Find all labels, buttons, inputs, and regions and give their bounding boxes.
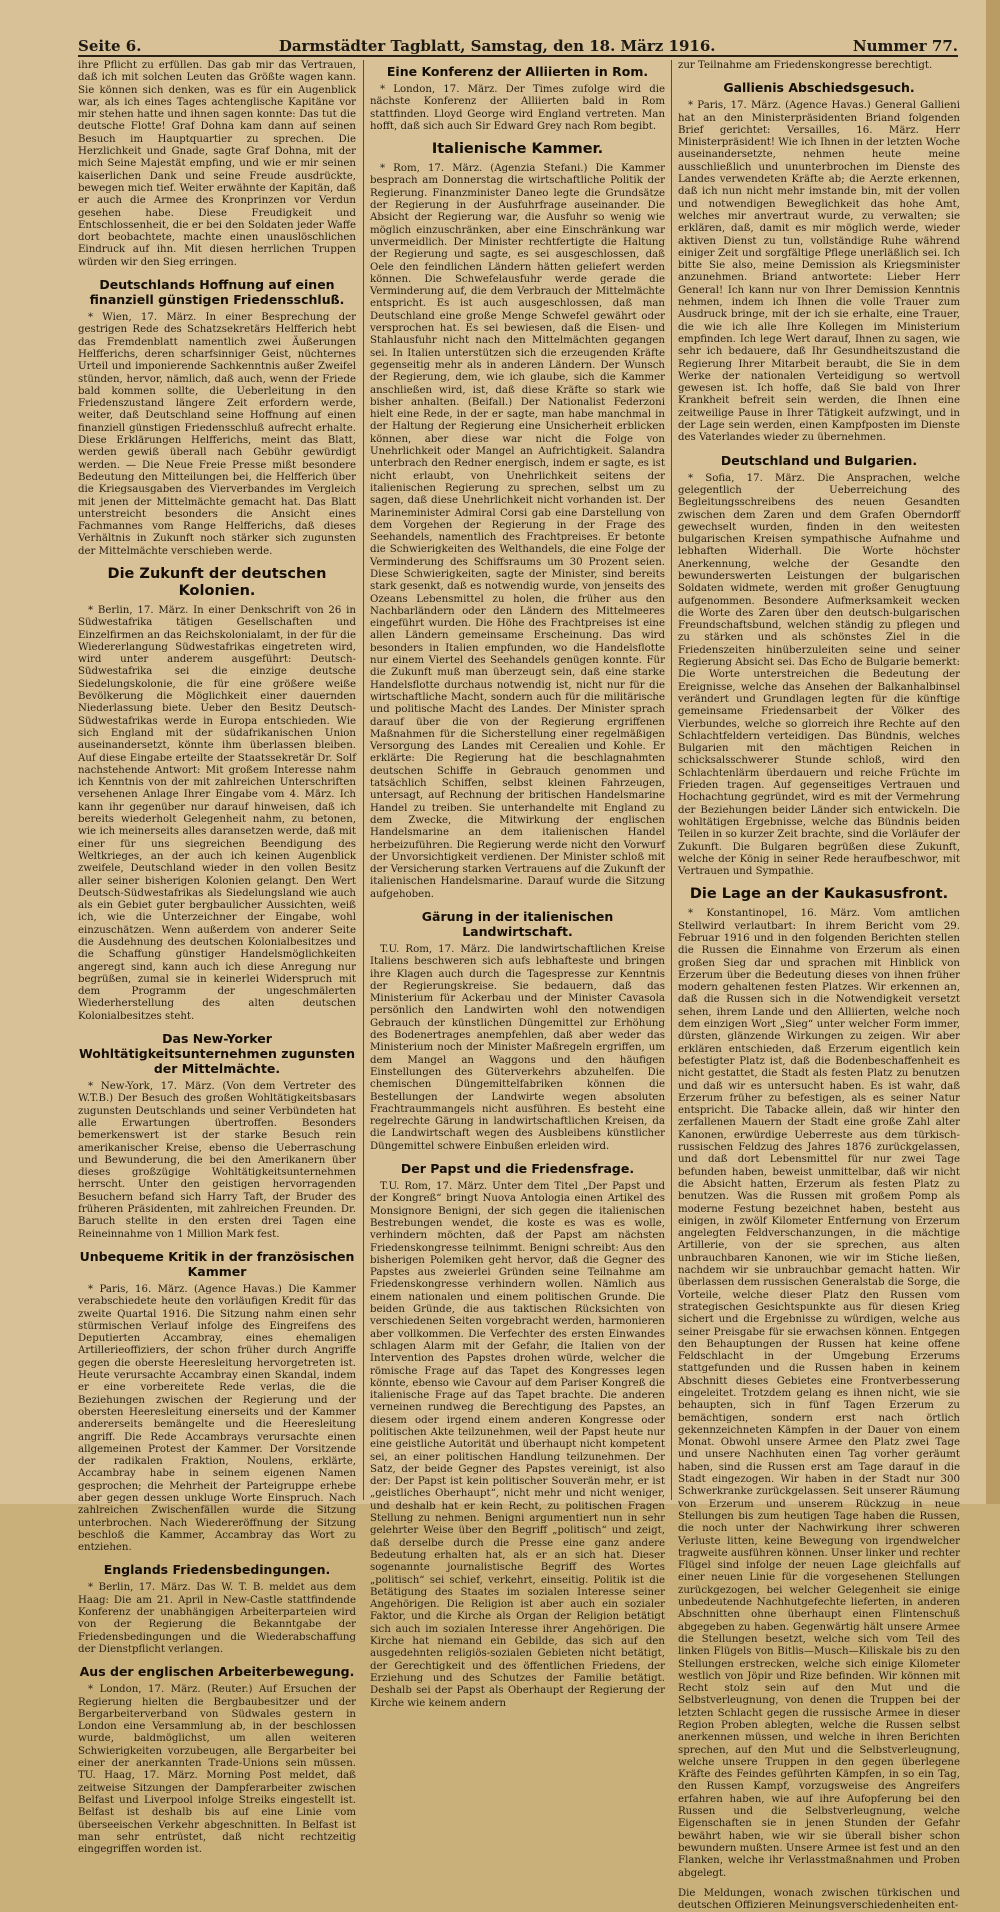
masthead-dateline: Darmstädter Tagblatt, Samstag, den 18. März 1916. — [278, 37, 716, 55]
article-body: * Sofia, 17. März. Die Ansprachen, welche gelegentlich der Ueberreichung des Begleitungsschreibens des neuen Gesandten zwischen dem Zaren und dem Grafen Oberndorff gewechselt wurden, finden in den weitesten bulgarischen Kreisen sympathische Aufnahme und lebhaften Widerhall. Die Worte höchster Anerkennung, welche der Gesandte den bewunderswerten Leistungen der bulgarischen Soldaten widmete, werden mit großer Genugtuung aufgenommen. Besondere Aufmerksamkeit wecken die Worte des Zaren über den deutsch-bulgarischen Freundschaftsbund, welchen ständig zu pflegen und zu stärken und als schönstes Ziel in die Friedenszeiten hinüberzuleiten seine und seiner Regierung Absicht sei. Das Echo de Bulgarie bemerkt: Die Worte unterstreichen die Bedeutung der Ereignisse, welche das Ansehen der Balkanhalbinsel verändert und Grundlagen legten für die künftige gemeinsame Friedensarbeit der Völker des Vierbundes, welche so glorreich ihre Rechte auf den Schlachtfeldern verteidigen. Das Bündnis, welches Bulgarien mit den mächtigen Reichen in schicksalsschwerer Stunde schloß, wird den Schlachtenlärm überdauern und reiche Früchte im Frieden tragen. Auf gegenseitiges Vertrauen und Hochachtung gegründet, wird es mit der Vermehrung der Beziehungen beider Länder sich entwickeln. Die wohltätigen Ergebnisse, welche das Bündnis beiden Teilen in so kurzer Zeit brachte, sind die Vorläufer der Zukunft. Die Bulgaren begrüßen diese Zukunft, welche der König in seiner Rede heraufbeschwor, mit Vertrauen und Sympathie. — [678, 472, 960, 878]
article — [370, 141, 665, 901]
article-body: * London, 17. März. Der Times zufolge wird die nächste Konferenz der Alliierten bald in Rom stattfinden. Lloyd George wird England vertreten. Man hofft, daß sich auch Sir Edward Grey nach Rom begibt. — [370, 84, 665, 132]
article-body: * New-York, 17. März. (Von dem Vertreter des W.T.B.) Der Besuch des großen Wohltätigkeitsbasars zugunsten Deutschlands und seiner Verbündeten hat alle Erwartungen übertroffen. Besonders bemerkenswert ist der starke Besuch rein amerikanischer Kreise, ebenso die Ueberraschung und Bewunderung, die bei den Amerikanern über dieses großzügige Wohltätigkeitsunternehmen herrscht. Unter den geistigen hervorragenden Besuchern befand sich Harry Taft, der Bruder des früheren Präsidenten, mit zahlreichen Freunden. Dr. Baruch stellte in den ersten drei Tagen eine Reineinnahme von 1 Million Mark fest. — [78, 1081, 356, 1240]
article — [78, 1664, 356, 1856]
article-headline: Eine Konferenz der Alliierten in Rom. — [386, 64, 649, 79]
article-body: * Paris, 16. März. (Agence Havas.) Die Kammer verabschiedete heute den vorläufigen Kredit für das zweite Quartal 1916. Die Sitzung nahm einen sehr stürmischen Verlauf infolge des Eingreifens des Deputierten Accambray, eines ehemaligen Artillerieoffiziers, der schon früher durch Angriffe gegen die oberste Heeresleitung hervorgetreten ist. Heute verursachte Accambray einen Skandal, indem er eine vorbereitete Rede verlas, die die Beziehungen zwischen der Regierung und der obersten Heeresleitung einerseits und der Kammer andererseits bemängelte und die Heeresleitung angriff. Die Rede Accambrays verursachte einen allgemeinen Protest der Kammer. Der Vorsitzende der radikalen Fraktion, Noulens, erklärte, Accambray habe in seinem eigenen Namen gesprochen; die Mehrheit der Parteigruppe erhebe aber gegen dessen unkluge Worte Einspruch. Nach zahlreichen Zwischenfällen wurde die Sitzung unterbrochen. Nach Wiedereröffnung der Sitzung beschloß die Kammer, Accambray das Wort zu entziehen. — [78, 1283, 356, 1554]
article-headline: Gallienis Abschiedsgesuch. — [723, 80, 915, 96]
article-body: T.U. Rom, 17. März. Die landwirtschaftlichen Kreise Italiens beschweren sich aufs lebhafteste und bringen ihre Klagen auch durch die Tagespresse zur Kenntnis der Regierungskreise. Sie bedauern, daß das Ministerium für Ackerbau und der Minister Cavasola persönlich den Landwirten wohl den notwendigen Gebrauch der künstlichen Düngemittel zur Erhöhung des Bodenertrages anempfehlen, daß aber weder das Ministerium noch der Minister Maßregeln ergriffen, um dem Mangel an Waggons und den häufigen Einstellungen des Güterverkehrs abzuhelfen. Die chemischen Düngemittelfabriken können die Bestellungen der Landwirte wegen absoluten Frachtraummangels nicht ausführen. Es besteht eine regelrechte Gärung in landwirtschaftlichen Kreisen, da die Landwirtschaft wegen des Ausbleibens künstlicher Düngemittel schwere Einbußen erleiden wird. — [370, 944, 665, 1152]
article — [78, 566, 356, 1023]
article — [370, 64, 665, 133]
article-body: * Paris, 17. März. (Agence Havas.) General Gallieni hat an den Ministerpräsidenten Briand folgenden Brief gerichtet: Versailles, 16. März. Herr Ministerpräsident! Wie ich Ihnen in der letzten Woche auseinandersetzte, nehmen heute meine ausschließlich und ununterbrochen im Dienste des Landes verwendeten Kräfte ab; die Aerzte erkennen, daß ich nun nicht mehr imstande bin, mit der vollen und notwendigen Beweglichkeit das hohe Amt, welches mir anvertraut wurde, zu verwalten; sie erklären, daß, damit es mir möglich werde, wieder aktiven Dienst zu tun, vollständige Ruhe während einiger Zeit und sorgfältige Pflege unerläßlich sei. Ich bitte Sie also, meine Demission als Kriegsminister anzunehmen. Briand antwortete: Lieber Herr General! Ich kann nur von Ihrer Demission Kenntnis nehmen, indem ich Ihnen die volle Trauer zum Ausdruck bringe, mit der ich sie erhalte, eine Trauer, die wie ich alle Ihre Kollegen im Ministerium empfinden. Ich lege Wert darauf, Ihnen zu sagen, wie sehr ich bedauere, daß Ihr Gesundheitszustand die Regierung Ihrer Mitarbeit beraubt, die Sie in dem Werke der nationalen Verteidigung so wertvoll gewesen ist. Ich hoffe, daß Sie bald von Ihrer Krankheit befreit sein werden, die Ihnen eine zeitweilige Pause in Ihrer Tätigkeit aufzwingt, und in der Lage sein werden, einen Kampfposten im Dienste des Vaterlandes wieder zu übernehmen. — [678, 100, 960, 444]
article-headline: Englands Friedensbedingungen. — [103, 1562, 331, 1578]
article-body: Die Meldungen, wonach zwischen türkischen und deutschen Offizieren Meinungsverschiedenheiten ent- — [678, 1887, 960, 1912]
article — [678, 1888, 960, 1912]
issue-number: Nummer 77. — [852, 37, 958, 55]
page-edge — [986, 0, 1000, 1504]
column-rule — [671, 60, 672, 1500]
article-body: ihre Pflicht zu erfüllen. Das gab mir das Vertrauen, daß ich mit solchen Leuten das Größte wagen kann. Sie können sich denken, was es für ein Augenblick war, als ich eines Tages achtenglische Kapitäne vor mir stehen hatte und ihnen sagen konnte: Das tut die deutsche Flotte! Graf Dohna kam dann auf seinen Besuch im Hauptquartier zu sprechen. Die Herzlichkeit und Gnade, sagte Graf Dohna, mit der mich Seine Majestät empfing, und wie er mir seinen kaiserlichen Dank und seine Freude ausdrückte, bewegen mich tief. Weiter erwähnte der Kapitän, daß er auch die Armee des Kronprinzen vor Verdun gesehen habe. Diese Freudigkeit und Entschlossenheit, die er bei den Soldaten jeder Waffe dort beobachtete, machte einen unauslöschlichen Eindruck auf ihn. Mit diesen herrlichen Truppen würden wir den Sieg erringen. — [78, 60, 356, 268]
article — [78, 277, 356, 558]
article — [78, 60, 356, 269]
article-body: * Berlin, 17. März. In einer Denkschrift von 26 in Südwestafrika tätigen Gesellschaften und Einzelfirmen an das Reichskolonialamt, in der für die Wiedererlangung Südwestafrikas eingetreten wird, wird unter anderem ausgeführt: Deutsch-Südwestafrika sei die einzige deutsche Siedelungskolonie, die für eine größere weiße Bevölkerung die Möglichkeit einer dauernden Niederlassung biete. Ueber den Besitz Deutsch-Südwestafrikas werde in Europa entschieden. Wie sich England mit der südafrikanischen Union auseinandersetzt, könnte ihm überlassen bleiben. Auf diese Eingabe erteilte der Staatssekretär Dr. Solf nachstehende Antwort: Mit großem Interesse nahm ich Kenntnis von der mit zahlreichen Unterschriften versehenen Anlage Ihrer Eingabe vom 4. März. Ich kann ihr gegenüber nur darauf hinweisen, daß ich bereits wiederholt Gelegenheit nahm, zu betonen, wie ich meinerseits alles daransetzen werde, daß mit einer für uns siegreichen Beendigung des Weltkrieges, an der auch ich keinen Augenblick zweifele, Deutschland wieder in den vollen Besitz aller seiner bisherigen Kolonien gelangt. Den Wert Deutsch-Südwestafrikas als Siedelungsland wie auch als ein Gebiet guter bergbaulicher Aussichten, weiß ich, wie die Unterzeichner der Eingabe, wohl einzuschätzen. Wenn außerdem von anderer Seite die Ausdehnung des deutschen Kolonialbesitzes und die Schaffung günstiger Handelsmöglichkeiten angeregt sind, kann auch ich diese Anregung nur begrüßen, zumal sie in keinerlei Widerspruch mit dem Programm der ungeschmälerten Wiederherstellung des alten deutschen Kolonialbesitzes steht. — [78, 604, 356, 1022]
column-3 — [678, 60, 960, 1912]
article — [78, 1249, 356, 1555]
article — [370, 909, 665, 1153]
article-body: * Wien, 17. März. In einer Besprechung der gestrigen Rede des Schatzsekretärs Helfferich hebt das Fremdenblatt namentlich zwei Äußerungen Helfferichs, deren scharfsinniger Geist, nüchternes Urteil und imponierende Sachkenntnis außer Zweifel stünden, hervor, nämlich, daß auch, wenn der Friede bald kommen sollte, die Ueberleitung in den Friedenszustand längere Zeit erfordern werde, weiter, daß Deutschland seine Hoffnung auf einen finanziell günstigen Friedensschluß aufrecht erhalte. Diese Erklärungen Helfferichs, meint das Blatt, werden gewiß überall nach Gebühr gewürdigt werden. — Die Neue Freie Presse mißt besondere Bedeutung den Mitteilungen bei, die Helfferich über die Kriegsausgaben des Vierverbandes im Vergleich mit jenen der Mittelmächte gemacht hat. Das Blatt unterstreicht besonders die Ansicht eines Fachmannes vom Range Helfferichs, daß dieses Verhältnis in Zukunft noch stärker sich zugunsten der Mittelmächte verschieben werde. — [78, 312, 356, 557]
article-headline: Aus der englischen Arbeiterbewegung. — [79, 1664, 355, 1680]
article-headline: Gärung in der italienischen Landwirtschaft. — [421, 909, 614, 939]
article-body: * Konstantinopel, 16. März. Vom amtlichen Stellwird verlautbart: In ihrem Bericht vom 29. Februar 1916 und in den folgenden Berichten stellen die Russen die Einnahme von Erzerum als einen großen Sieg dar und sprachen mit Hinblick von Erzerum über die Bedeutung dieses von ihnen früher modern gehaltenen festen Platzes. Wir erkennen an, daß die Russen sich in die Notwendigkeit versetzt sehen, ihrem Lande und den Alliierten, welche noch dem einzigen Wort „Sieg“ unter welcher Form immer, dürsten, glänzende Wirkungen zu zeigen. Wir aber erklären entschieden, daß Erzerum eigentlich kein befestigter Platz ist, daß die Bodenbeschaffenheit es nicht gestattet, die Stadt als festen Platz zu benutzen und daß wir es untersucht haben. Es ist wahr, daß Erzerum früher zu befestigen, als es seiner Natur entspricht. Die Tabacke allein, daß wir hinter den zerfallenen Mauern der Stadt eine große Zahl alter Kanonen, erwürdige Ueberreste aus dem türkisch-russischen Feldzug des Jahres 1876 zurückgelassen, und daß dort Lebensmittel für nur zwei Tage befunden haben, beweist unmittelbar, daß wir nicht die Absicht hatten, Erzerum als festen Platz zu benutzen. Was die Russen mit großem Pomp als moderne Festung bezeichnet haben, besteht aus einigen, in zwölf Kilometer Entfernung von Erzerum angelegten Feldverschanzungen, in die mächtige Artillerie, von der sie sprechen, aus alten unbrauchbaren Kanonen, wie wir im Stiche ließen, nachdem wir sie unbrauchbar gemacht hatten. Wir überlassen dem russischen Generalstab die Sorge, die Vorteile, welche dieser Platz den Russen vom strategischen Gesichtspunkte aus für diesen Krieg sichert und die Ergebnisse zu würdigen, welche aus seiner Preisgabe für sie erwachsen können. Entgegen den Behauptungen der Russen hat keine offene Feldschlacht in der Umgebung Erzerums stattgefunden und die Russen haben in keinem Abschnitt dieses Gebietes eine Frontverbesserung eingeleitet. Trotzdem gelang es ihnen nicht, wie sie behaupten, sich in fünf Tagen Erzerum zu bemächtigen, sondern erst nach örtlich gekennzeichneten Kämpfen in der Dauer von einem Monat. Obwohl unsere Armee den Platz zwei Tage und unsere Nachhuten einen Tag vorher geräumt haben, sind die Russen erst am Tage darauf in die Stadt eingezogen. Wir haben in der Stadt nur 300 Schwerkranke zurückgelassen. Seit unserer Räumung von Erzerum und unserem Rückzug in neue Stellungen bis zum heutigen Tage haben die Russen, die noch unter der Nachwirkung ihrer schweren Verluste litten, keine Bewegung von irgendwelcher tragweite ausführen können. Unser linker und rechter Flügel sind infolge der neuen Lage gleichfalls auf einer neuen Linie für die vorgesehenen Stellungen zurückgezogen, bei welcher Gelegenheit sie einige unbedeutende Nachhutgefechte lieferten, in anderen Abschnitten ohne überhaupt einen Flintenschuß abgegeben zu haben. Gegenwärtig hält unsere Armee die Stellungen besetzt, welche sich vom Teil des linken Flügels von Bitlis—Musch—Kiliskale bis zu den Stellungen erstrecken, welche sich einige Kilometer westlich von Jöpir und Rize befinden. Wir können mit Recht stolz sein auf den Mut und die Selbstverleugnung, von denen die Truppen bei der letzten Schlacht gegen die russische Armee in dieser Region Proben ablegten, welche die Russen selbst anerkennen müssen, und welche in ihren Berichten sprechen, auf den Mut und die Selbstverleugnung, welche unsere Truppen in den gegen überlegene Kräfte des Feindes geführten Kämpfen, in so ein Tag, den Russen Kampf, vorzugsweise des Angreifers erfahren haben, wie auf ihre Aufopferung bei den Russen und die Selbstverleugnung, welche Eigenschaften sie in jenen Stunden der Gefahr bewährt haben, wie wir sie überall bisher schon bewundern mußten. Unsere Armee ist fest und an den Flanken, welche ihr Verlasstmaßnahmen und Proben abgelegt. — [678, 908, 960, 1879]
article-body: zur Teilnahme am Friedenskongresse berechtigt. — [678, 60, 933, 71]
article-headline: Italienische Kammer. — [431, 141, 604, 158]
article-headline: Unbequeme Kritik in der französischen Kammer — [79, 1248, 355, 1279]
article-body: * Rom, 17. März. (Agenzia Stefani.) Die Kammer besprach am Donnerstag die wirtschaftliche Politik der Regierung. Finanzminister Daneo legte die Grundsätze der Regierung in der Ausfuhrfrage auseinander. Die Absicht der Regierung war, die Ausfuhr so wenig wie möglich einzuschränken, aber eine Einschränkung war unvermeidlich. Der Minister rechtfertigte die Haltung der Regierung und sagte, es sei ausgeschlossen, daß Oele den feindlichen Ländern hätten geliefert werden können. Die Schwefelausfuhr werde gerade die Verminderung auf, die dem Verbrauch der Mittelmächte entspricht. Es ist auch ausgeschlossen, daß man Deutschland eine große Menge Schwefel gewährt oder versprochen hat. Es sei bewiesen, daß die Eisen- und Stahlausfuhr nicht nach den Mittelmächten gegangen sei. In Italien unterstützen sich die erzeugenden Kräfte gegenseitig mehr als in anderen Ländern. Der Wunsch der Regierung, dem, wie ich glaube, sich die Kammer anschließen wird, ist, daß diese Kräfte so stark wie bisher anhalten. (Beifall.) Der Nationalist Federzoni hielt eine Rede, in der er sagte, man habe manchmal in der Haltung der Regierung eine Unsicherheit erblicken können, aber diese war nicht die Folge von Unehrlichkeit oder Mangel an Aufrichtigkeit. Salandra unterbrach den Redner energisch, indem er sagte, es ist nicht erlaubt, von Unehrlichkeit seitens der italienischen Regierung zu sprechen, selbst um zu sagen, daß diese Unehrlichkeit nicht vorhanden ist. Der Marineminister Admiral Corsi gab eine Darstellung von dem Vorgehen der Regierung in der Frage des Seehandels, namentlich des Frachtpreises. Er betonte die Schwierigkeiten des Welthandels, die eine Folge der Verminderung des Schiffsraums um 30 Prozent seien. Diese Schwierigkeiten, sagte der Minister, sind bereits stark gesenkt, daß es notwendig wurde, von jenseits des Ozeans Lebensmittel zu holen, die früher aus den Nachbarländern oder den Ländern des Mittelmeeres eingeführt wurden. Die Höhe des Frachtpreises ist eine allen Ländern gemeinsame Erscheinung. Das wird besonders in Italien empfunden, wo die Handelsflotte nur einem Viertel des Seehandels genügen konnte. Für die Zukunft muß man überzeugt sein, daß eine starke Handelsflotte durchaus notwendig ist, nicht nur für die wirtschaftliche Macht, sondern auch für die militärische und politische Macht des Landes. Der Minister sprach darauf über die von der Regierung ergriffenen Maßnahmen für die Sicherstellung einer regelmäßigen Versorgung des Landes mit Cerealien und Kohle. Er erklärte: Die Regierung hat die beschlagnahmten deutschen Schiffe in Gebrauch genommen und tatsächlich Schiffen, selbst kleinen Fahrzeugen, untersagt, auf Rechnung der britischen Handelsmarine Handel zu treiben. Sie unterhandelte mit England zu dem Zwecke, die Mitwirkung der englischen Handelsmarine an dem italienischen Handel herbeizuführen. Die Regierung werde nicht den Vorwurf der Unvorsichtigkeit verdienen. Der Minister schloß mit der Versicherung starken Vertrauens auf die Zukunft der italienischen Handelsmarine. Darauf wurde die Sitzung aufgehoben. — [370, 163, 665, 900]
article — [678, 886, 960, 1879]
article — [78, 1562, 356, 1656]
article-headline: Das New-Yorker Wohltätigkeitsunternehmen zugunsten der Mittelmächte. — [78, 1031, 356, 1077]
article-body: T.U. Rom, 17. März. Unter dem Titel „Der Papst und der Kongreß“ bringt Nuova Antologia einen Artikel des Monsignore Benigni, der sich gegen die italienischen Bestrebungen wendet, die koste es was es wolle, verhindern möchten, daß der Papst am nächsten Friedenskongresse teilnimmt. Benigni schreibt: Aus den bisherigen Polemiken geht hervor, daß die Gegner des Papstes aus zweierlei Gründen seine Teilnahme am Friedenskongresse verhindern wollen. Nämlich aus einem nationalen und einem politischen Grunde. Die beiden Gründe, die aus taktischen Rücksichten von verschiedenen Seiten vorgebracht werden, harmonieren aber vollkommen. Die Verfechter des ersten Einwandes schlagen Alarm mit der Gefahr, die Italien von der Intervention des Papstes drohen würde, welcher die römische Frage auf das Tapet des Kongresses legen könnte, ebenso wie Cavour auf dem Pariser Kongreß die italienische Frage auf das Tapet brachte. Die anderen verneinen rundweg die Berechtigung des Papstes, an diesem oder irgend einem anderen Kongresse oder politischen Akte teilzunehmen, weil der Papst heute nur eine geistliche Autorität und überhaupt nicht kompetent sei, an einer politischen Handlung teilzunehmen. Der Satz, der beide Gegner des Papstes vereinigt, ist also der: Der Papst ist kein politischer Souverän mehr, er ist „geistliches Oberhaupt“, nicht mehr und nicht weniger, und deshalb hat er kein Recht, zu politischen Fragen Stellung zu nehmen. Benigni argumentiert nun in sehr gelehrter Weise über den Begriff „politisch“ und zeigt, daß derselbe durch die Presse eine ganz andere Bedeutung erhalten hat, als er an sich hat. Dieser sogenannte journalistische Begriff des Wortes „politisch“ sei schief, verkehrt, einseitig. Politik ist die Betätigung des Staates im sozialen Interesse seiner Angehörigen. Die Religion ist aber auch ein sozialer Faktor, und die Kirche als Organ der Religion betätigt sich auch im sozialen Interesse ihrer Angehörigen. Die Kirche hat niemand ein Gebilde, das sich auf den ausgedehnten religiös-sozialen Gebieten nicht betätigt, der Gerechtigkeit und des öffentlichen Friedens, der Erziehung und des Schutzes der Familie betätigt. Deshalb sei der Papst als Oberhaupt der Regierung der Kirche wie keinem andern — [370, 1181, 665, 1709]
article — [678, 453, 960, 879]
article — [678, 80, 960, 444]
article-headline: Die Zukunft der deutschen Kolonien. — [107, 565, 327, 599]
column-2 — [370, 60, 665, 1709]
page-number: Seite 6. — [78, 37, 142, 55]
article-headline: Der Papst und die Friedensfrage. — [400, 1161, 635, 1177]
column-1 — [78, 60, 356, 1856]
article-headline: Deutschlands Hoffnung auf einen finanziell günstigen Friedensschluß. — [89, 277, 345, 308]
article — [370, 1161, 665, 1710]
article — [678, 60, 960, 72]
column-rule — [363, 60, 364, 1500]
page-header — [78, 31, 958, 57]
article — [78, 1031, 356, 1241]
article-body: * London, 17. März. (Reuter.) Auf Ersuchen der Regierung hielten die Bergbaubesitzer und der Bergarbeiterverband von Südwales gestern in London eine Versammlung ab, in der beschlossen wurde, baldmöglichst, um allen weiteren Schwierigkeiten vorzubeugen, alle Bergarbeiter bei einer der anerkannten Trade-Unions sein müssen. TU. Haag, 17. März. Morning Post meldet, daß zeitweise Sitzungen der Dampferarbeiter zwischen Belfast und Liverpool infolge Streiks eingestellt ist. Belfast ist deshalb bis auf eine Linie vom überseeischen Verkehr abgeschnitten. In Belfast ist man sehr entrüstet, daß nicht rechtzeitig eingegriffen worden ist. — [78, 1684, 356, 1856]
article-headline: Die Lage an der Kaukasusfront. — [689, 886, 949, 903]
article-headline: Deutschland und Bulgarien. — [720, 452, 918, 468]
article-body: * Berlin, 17. März. Das W. T. B. meldet aus dem Haag: Die am 21. April in New-Castle stattfindende Konferenz der unabhängigen Arbeiterparteien wird von der Regierung die Bekanntgabe der Friedensbedingungen und die Wiederabschaffung der Dienstpflicht verlangen. — [78, 1582, 356, 1655]
